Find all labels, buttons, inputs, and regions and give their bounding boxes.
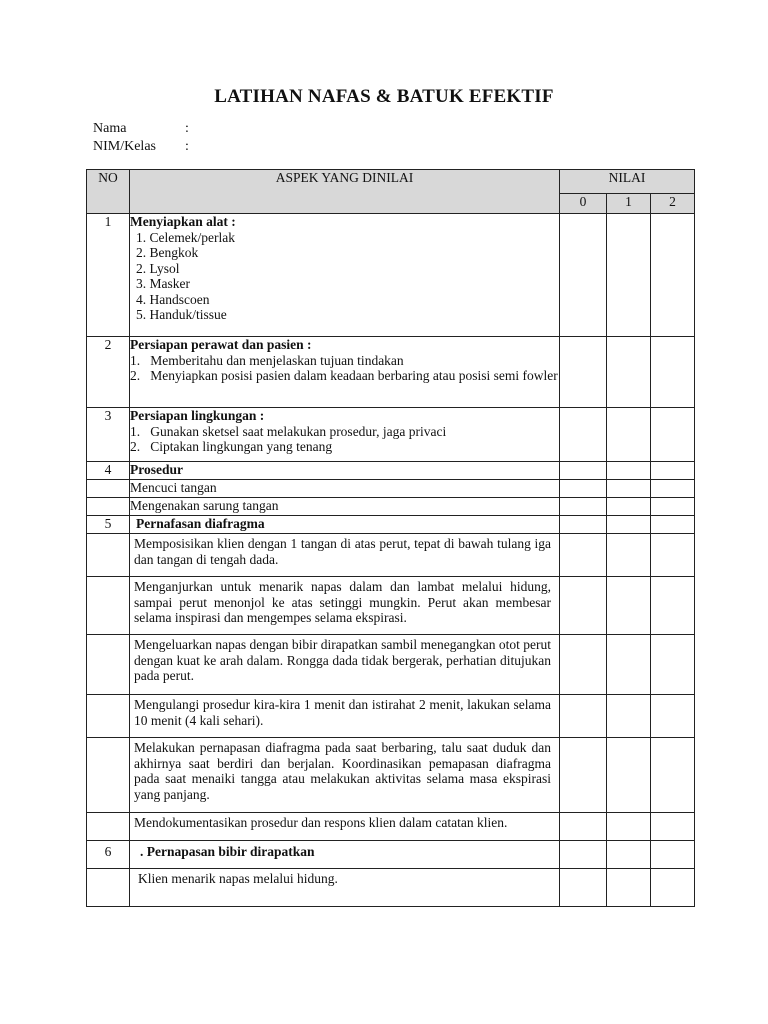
list-item: 3. Masker <box>136 276 190 291</box>
table-row <box>87 534 695 577</box>
score-cell[interactable] <box>607 534 651 577</box>
score-cell[interactable] <box>607 408 651 462</box>
list-item: Mencuci tangan <box>130 480 560 498</box>
score-cell[interactable] <box>651 534 695 577</box>
score-cell[interactable] <box>560 813 607 841</box>
list-item: Klien menarik napas melalui hidung. <box>130 869 560 907</box>
list-item: 2. Bengkok <box>136 245 199 260</box>
score-cell[interactable] <box>651 462 695 480</box>
list-item: 2. Menyiapkan posisi pasien dalam keadaan berbaring atau posisi semi fowler <box>130 368 558 383</box>
list-item: 2. Ciptakan lingkungan yang tenang <box>130 439 333 454</box>
header-score-0: 0 <box>560 194 607 214</box>
score-cell[interactable] <box>560 408 607 462</box>
assessment-table <box>86 169 695 907</box>
score-cell[interactable] <box>560 869 607 907</box>
field-label: NIM/Kelas <box>93 139 156 154</box>
field-separator: : <box>185 139 189 154</box>
field-nim-kelas <box>93 139 189 155</box>
score-cell[interactable] <box>607 480 651 498</box>
score-cell[interactable] <box>651 408 695 462</box>
row-number: 5 <box>87 516 130 534</box>
score-cell[interactable] <box>651 813 695 841</box>
list-item: 2. Lysol <box>136 260 180 276</box>
header-score-2: 2 <box>651 194 695 214</box>
row-number: 1 <box>87 214 130 337</box>
score-cell[interactable] <box>651 480 695 498</box>
field-nama <box>93 121 189 137</box>
score-cell[interactable] <box>607 337 651 408</box>
list-item: 1. Gunakan sketsel saat melakukan prosedur, jaga privaci <box>130 423 447 439</box>
table-row <box>87 214 695 337</box>
row-number <box>87 813 130 841</box>
row-aspek <box>130 214 560 337</box>
score-cell[interactable] <box>607 214 651 337</box>
list-item: 1. Celemek/perlak <box>136 229 235 245</box>
section-title: Pernafasan diafragma <box>130 516 560 534</box>
section-title: Persiapan lingkungan : <box>130 408 265 423</box>
table-row <box>87 462 695 480</box>
table-row <box>87 869 695 907</box>
list-item: Mendokumentasikan prosedur dan respons klien dalam catatan klien. <box>130 813 560 841</box>
row-number <box>87 577 130 635</box>
row-number <box>87 695 130 738</box>
score-cell[interactable] <box>607 516 651 534</box>
row-number <box>87 869 130 907</box>
score-cell[interactable] <box>607 635 651 695</box>
list-item: Melakukan pernapasan diafragma pada saat berbaring, talu saat duduk dan akhirnya saat berdiri dan berjalan. Koordinasikan pemapasan diafragma pada saat menaiki tangga atau melakukan aktivitas selama masa ekspirasi yang panjang. <box>130 738 560 813</box>
list-item: Mengenakan sarung tangan <box>130 498 560 516</box>
row-number <box>87 738 130 813</box>
row-number <box>87 635 130 695</box>
header-aspek: ASPEK YANG DINILAI <box>130 170 560 214</box>
list-item: Mengulangi prosedur kira-kira 1 menit dan istirahat 2 menit, lakukan selama 10 menit (4 kali sehari). <box>130 695 560 738</box>
list-item: 5. Handuk/tissue <box>136 307 227 322</box>
table-row <box>87 695 695 738</box>
table-row <box>87 813 695 841</box>
score-cell[interactable] <box>607 695 651 738</box>
section-title: Prosedur <box>130 462 560 480</box>
row-number <box>87 534 130 577</box>
table-row <box>87 577 695 635</box>
section-title: Persiapan perawat dan pasien : <box>130 337 312 352</box>
score-cell[interactable] <box>607 498 651 516</box>
row-number: 3 <box>87 408 130 462</box>
score-cell[interactable] <box>651 695 695 738</box>
list-item: Memposisikan klien dengan 1 tangan di atas perut, tepat di bawah tulang iga dan tangan di tengah dada. <box>130 534 560 577</box>
score-cell[interactable] <box>651 337 695 408</box>
score-cell[interactable] <box>560 214 607 337</box>
score-cell[interactable] <box>651 738 695 813</box>
row-aspek <box>130 337 560 408</box>
section-title: Menyiapkan alat : <box>130 214 236 229</box>
table-row <box>87 408 695 462</box>
score-cell[interactable] <box>607 869 651 907</box>
score-cell[interactable] <box>560 534 607 577</box>
table-row <box>87 498 695 516</box>
row-number <box>87 480 130 498</box>
table-row <box>87 337 695 408</box>
table-row <box>87 841 695 869</box>
list-item: Mengeluarkan napas dengan bibir dirapatkan sambil menegangkan otot perut dengan kuat ke arah dalam. Rongga dada tidak bergerak, perhatian ditujukan pada perut. <box>130 635 560 695</box>
row-number: 2 <box>87 337 130 408</box>
score-cell[interactable] <box>560 516 607 534</box>
table-row <box>87 480 695 498</box>
score-cell[interactable] <box>560 577 607 635</box>
score-cell[interactable] <box>560 337 607 408</box>
row-number <box>87 498 130 516</box>
table-row <box>87 635 695 695</box>
score-cell[interactable] <box>607 738 651 813</box>
header-score-1: 1 <box>607 194 651 214</box>
field-separator: : <box>185 121 189 136</box>
score-cell[interactable] <box>607 841 651 869</box>
table-row <box>87 516 695 534</box>
field-label: Nama <box>93 121 127 136</box>
row-aspek <box>130 408 560 462</box>
score-cell[interactable] <box>560 498 607 516</box>
score-cell[interactable] <box>607 577 651 635</box>
score-cell[interactable] <box>651 516 695 534</box>
score-cell[interactable] <box>651 577 695 635</box>
list-item: Menganjurkan untuk menarik napas dalam dan lambat melalui hidung, sampai perut menonjol ke atas setinggi mungkin. Perut akan membesar selama inspirasi dan mengempes selama ekspirasi. <box>130 577 560 635</box>
score-cell[interactable] <box>560 462 607 480</box>
score-cell[interactable] <box>560 635 607 695</box>
table-row <box>87 738 695 813</box>
row-number: 6 <box>87 841 130 869</box>
score-cell[interactable] <box>651 498 695 516</box>
page-title: LATIHAN NAFAS & BATUK EFEKTIF <box>214 86 554 107</box>
score-cell[interactable] <box>560 841 607 869</box>
score-cell[interactable] <box>651 841 695 869</box>
score-cell[interactable] <box>651 214 695 337</box>
score-cell[interactable] <box>560 695 607 738</box>
score-cell[interactable] <box>607 813 651 841</box>
score-cell[interactable] <box>560 738 607 813</box>
list-item: 1. Memberitahu dan menjelaskan tujuan tindakan <box>130 352 404 368</box>
list-item: 4. Handscoen <box>136 291 210 307</box>
score-cell[interactable] <box>651 869 695 907</box>
header-no: NO <box>87 170 130 214</box>
header-nilai: NILAI <box>560 170 695 194</box>
score-cell[interactable] <box>651 635 695 695</box>
score-cell[interactable] <box>560 480 607 498</box>
section-title: . Pernapasan bibir dirapatkan <box>130 841 560 869</box>
row-number: 4 <box>87 462 130 480</box>
score-cell[interactable] <box>607 462 651 480</box>
